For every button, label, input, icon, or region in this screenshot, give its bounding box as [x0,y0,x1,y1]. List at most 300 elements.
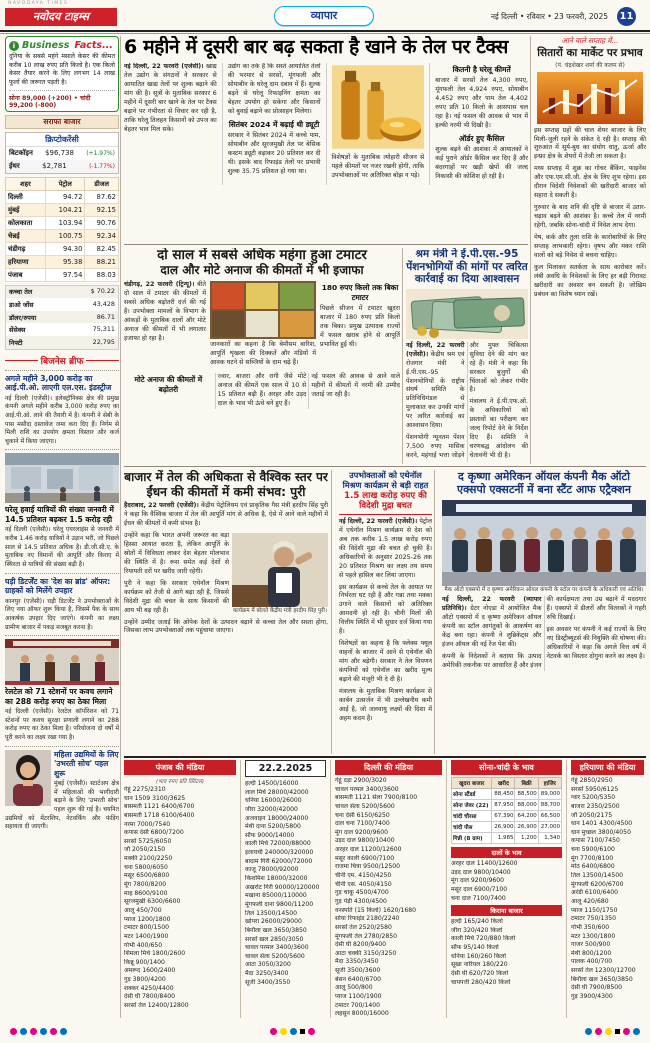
mandi-rate-line: काजू 78000/92000 [245,866,299,874]
mandi-rate-line: तिल 13500/14500 [245,909,297,917]
paragraph: बाजार में सरसों तेल 4,300 रुपए, मूंगफली तेल 4,924 रुपए, सोयाबीन 4,452 रुपए और पाम तेल 4,402 रुपए प्रति 10 किलो के आसपास चल रहा है। नई फसल की आवक से भाव में हल्की नरमी भी दिखी है। [435,77,528,129]
mandi-rate-line: पालक 400/700 [571,958,613,966]
paragraph: उन्होंने उम्मीद जताई कि ओपेक देशों के उत्पादन बढ़ाने से कच्चा तेल और सस्ता होगा, जिसका लाभ उपभोक्ताओं तक पहुंचाया जाएगा। [124,618,328,635]
table-cell: सोना स्टैंडर्ड [452,789,492,800]
business-facts-title-1: Business [22,40,70,51]
mandi-rate-line: मसूर दाल 6900/7100 [451,885,508,893]
mandi-rate-line: किशमिश 18000/32000 [245,875,308,883]
mandi-rate-line: देसी घी 7800/8400 [124,993,176,1001]
table-cell: 1,200 [515,833,538,844]
article-columns [124,281,400,371]
header-rule [0,30,650,32]
punjab-rate-list [124,786,236,1011]
paper-masthead: नवोदय टाइम्स [5,8,117,26]
mandi-rate-line: मूंगफली 6200/6700 [571,880,624,888]
event-launch-photo [5,639,119,685]
mandi-rate-line: शक्कर 4250/4400 [124,984,174,992]
ticker-row [6,298,118,311]
paragraph: इस सप्ताह ग्रहों की चाल शेयर बाजार के लिए मिली-जुली रहने के संकेत दे रही है। सप्ताह की शुरुआत में सूर्य-बुध का संयोग धातु, ऊर्जा और इन्फ्रा क्षेत्र के शेयरों में तेजी ला सकता है। [534,126,646,161]
brief-headline: महिला उद्यमियों के लिए 'उभरती सोच' पहल शुरू [54,749,119,778]
brief-item-5 [5,746,119,832]
registration-dot [10,1028,17,1035]
mandi-rate-line: टमाटर 800/1500 [124,924,169,932]
table-row [6,203,119,216]
mandi-rate-line: धान 1509 3100/3625 [124,794,186,802]
table-row [452,833,562,844]
paragraph: इस अवसर पर कंपनी ने कई राज्यों के लिए नए डिस्ट्रीब्यूटर्स की नियुक्ति की घोषणा की। अधिकारियों ने कहा कि अगले वित्त वर्ष में नेटवर्क का विस्तार दोगुना करने का लक्ष्य है। [546,625,646,660]
mandi-rate-line: चावल परमल 3400/3600 [335,785,399,793]
paragraph: शुल्क बढ़ने की आशंका में आयातकों ने कई पुराने ऑर्डर कैंसिल कर दिए हैं और बंदरगाहों पर खड़ी खेपों की जल्द निकासी की कोशिश हो रही है। [435,145,528,180]
mandi-rate-line: गुड़ 3800/4200 [124,976,166,984]
market-chart-graphic [534,72,646,124]
mandi-rate-line: सरसों तेल 12400/12800 [124,1002,189,1010]
table-row [452,800,562,811]
mandi-rate-line: सूखा नारियल 180/220 [451,961,508,969]
kicker-red: 1.5 लाख करोड़ रुपए की विदेशी मुद्रा बचत [339,491,432,515]
table-cell: दिल्ली [6,190,46,203]
article-bottom-columns [124,373,400,409]
mandi-rate-line: किन्नू 900/1400 [124,958,165,966]
mandi-rate-line: हल्दी 14500/16000 [245,780,299,787]
crypto-box [5,132,119,174]
mandi-rate-line: मूंग दाल 9200/9600 [451,877,504,885]
gold-silver-header: सोना-चांदी के भाव [451,760,562,775]
table-cell: 104.21 [46,203,85,216]
paragraph-text: पेट्रोल में एथेनॉल मिश्रण कार्यक्रम से देश को अब तक करीब 1.5 लाख करोड़ रुपए की विदेशी मुद्रा की बचत हो चुकी है। अधिकारियों के अनुसार 2025-26 तक 20 प्रतिशत मिश्रण का लक्ष्य तय समय से पहले हासिल कर लिया जाएगा। [339,517,432,579]
label: डॉलर/रुपया [9,313,37,322]
column [124,281,206,371]
fuel-price-table [5,177,119,282]
print-registration-marks-right [585,1024,640,1038]
kirana-rate-list [451,918,562,987]
crosshead: मोटे अनाज की कीमतों में बढ़ोतरी [134,375,203,395]
registration-dot [280,1028,287,1035]
mandi-rate-line: नरमा 7000/7540 [124,820,171,828]
gold-table-header-row [452,778,562,789]
paragraph: मंत्रालय ने ई.पी.एफ.ओ. के अधिकारियों को प्रस्तावों का परीक्षण कर जल्द रिपोर्ट देने के निर्देश दिए हैं। समिति ने चरणबद्ध आंदोलन की चेतावनी भी दी है। [469,398,528,460]
table-cell: 90.76 [85,216,119,229]
paragraph [442,596,542,650]
punjab-mandi-header: पंजाब की मंडिया [124,760,236,775]
paragraph [124,281,206,344]
gold-th: हाजिर [538,778,561,789]
article-ethanol-savings [335,470,432,754]
fuel-petrol-header: पेट्रोल [46,177,85,190]
mandi-rate-line: बासमती 1718 6100/6400 [124,811,195,819]
mandi-rate-line: खोपरा 26000/29000 [245,918,302,926]
mandi-rate-line: गुड़ चाकू 4500/4700 [335,889,389,897]
rates-unit-note: (भाव रुपए प्रति क्विंटल) [155,779,205,785]
mandi-rate-line: आटा 3050/3200 [245,961,291,969]
mandi-rate-line: आलू 450/700 [124,906,162,914]
article-headline: बाजार में तेल की अधिकता से वैश्विक स्तर पर ईंधन की कीमतों में कमी संभव: पुरी [124,470,328,499]
astro-byline: (पं. चंद्रशेखर शर्मा की कलम से) [555,61,625,69]
mandi-rate-line: शिमला मिर्च 1800/2600 [124,950,186,958]
bullion-ticker-line: सोना 89,000 (+200) • चांदी 99,200 (-800) [9,90,115,109]
divider [402,248,403,464]
mandi-rate-line: मूंगफली दाना 9800/11200 [245,900,314,908]
mandi-rate-line: धनिया 16000/26000 [245,797,302,805]
gold-silver-column [446,760,562,1018]
column [222,63,321,184]
mandi-rate-line: काली मिर्च 720/880 किलो [451,935,516,943]
mandi-rate-line: बाजरा 2350/2500 [571,802,620,810]
article-columns [406,342,528,463]
mandi-rate-line: बादाम गिरी 62000/72000 [245,857,313,865]
bullion-market-strip: सराफा बाजार [5,115,119,129]
paragraph: इस कार्यक्रम से कच्चे तेल के आयात पर निर्भरता घट रही है और गन्ना तथा मक्का उगाने वाले किसानों को अतिरिक्त आमदनी हो रही है। चीनी मिलों की वित्तीय स्थिति में भी सुधार दर्ज किया गया है। [339,583,432,636]
article-headline: द कृष्णा अमेरिकन ऑयल कंपनी मैक ऑटो एक्सपो एक्सटर्नी में बना स्टैंट आफ एट्रैक्शन [457,470,631,497]
gold-th: खुदरा बाजार [452,778,492,789]
mandi-rate-line: मेथी 800/1200 [571,949,612,957]
table-cell: 67,390 [492,811,515,822]
registration-dot [50,1028,57,1035]
mandi-rate-line: अमरूद 1600/2400 [124,967,176,975]
paragraph: पुरी ने कहा कि सरकार एथेनॉल मिश्रण कार्यक्रम को तेजी से आगे बढ़ा रही है, जिससे विदेशी मुद्रा की बचत के साथ किसानों की आय भी बढ़ रही है। [124,579,229,614]
print-registration-marks-center [270,1024,315,1038]
paragraph: विशेषज्ञों का कहना है कि फ्लेक्स फ्यूल वाहनों के बाजार में आने से एथेनॉल की मांग और बढ़ेगी। सरकार ने तेल विपणन कंपनियों को एथेनॉल का खरीद मूल्य बढ़ाने की मंजूरी भी दे दी है। [339,640,432,683]
crypto-name: बिटकॉइन [9,148,33,157]
article-oil-tax [124,36,528,242]
brief-body: नई दिल्ली (एजेंसी)। घरेलू एयरलाइंस से जनवरी में करीब 1.46 करोड़ यात्रियों ने उड़ान भरी, जो पिछले साल से 14.5 प्रतिशत अधिक है। डी.जी.सी.ए. के मुताबिक नए विमानों की आपूर्ति और किराए में स्थिरता से यात्रियों की संख्या बढ़ी है। [5,526,119,568]
mandi-rate-line: काली मिर्च 72000/88000 [245,840,311,848]
mandi-rate-line: लाल मिर्च 28000/42000 [245,788,309,796]
mandi-rate-line: सूजी 3400/3550 [245,978,291,986]
mandi-rate-line: मैदा 3250/3400 [245,970,289,978]
paragraph [124,502,328,529]
value: 22,795 [92,337,115,346]
paragraph: कंपनी के निदेशकों ने बताया कि उत्पाद अमेरिकी तकनीक पर आधारित हैं और इंजन की कार्यक्षमता तथा उम्र बढ़ाने में मददगार हैं। एक्सपो में डीलरों और वितरकों ने गहरी रुचि दिखाई। [442,596,646,669]
mandi-rate-line: जीरा 32000/42000 [245,805,298,813]
mandi-rate-line: उड़द दाल 9800/10400 [335,837,395,845]
byline: नई दिल्ली, 22 फरवरी (एजेंसी)। [406,341,465,358]
mandi-rate-line: मसूर काली 6900/7100 [335,854,395,862]
mandi-rate-line: चायपत्ती 280/420 किलो [451,978,511,986]
mandi-rate-line: धनिया 160/260 किलो [451,952,506,960]
table-cell: 26,900 [515,822,538,833]
paragraph-text: केंद्रीय श्रम एवं रोजगार मंत्री ने ई.पी.एस.-95 पेंशनभोगियों के राष्ट्रीय संघर्ष समिति के प्रतिनिधिमंडल से मुलाकात कर उनकी मांगों पर त्वरित कार्रवाई का आश्वासन दिया। [406,350,465,430]
crosshead: सितंबर 2024 में बढ़ाई थी ड्यूटी [228,119,320,129]
mandi-rate-line: कपास 7100/7450 [571,837,620,845]
registration-dot [60,1028,67,1035]
mandi-rate-line: टमाटर 700/1400 [335,1001,380,1009]
mandi-rate-line: चना 5800/6050 [124,863,168,871]
table-cell: गिन्नी (8 ग्राम) [452,833,492,844]
paragraph: मंत्रालय के मुताबिक मिश्रण कार्यक्रम से कार्बन उत्सर्जन में भी उल्लेखनीय कमी आई है, जो जलवायु लक्ष्यों की दिशा में अहम कदम है। [339,687,432,722]
paragraph: सरकार ने सितंबर 2024 में कच्चे पाम, सोयाबीन और सूरजमुखी तेल पर बेसिक कस्टम ड्यूटी बढ़ाकर 20 प्रतिशत कर दी थी। इसके बाद रिफाइंड तेलों पर प्रभावी शुल्क 35.75 प्रतिशत हो गया था। [227,131,321,175]
mandi-rate-line: सोया रिफाइंड 2180/2240 [335,915,400,923]
table-cell: 89,000 [538,789,561,800]
mandi-rate-line: गेहूं 2850/2950 [571,777,613,784]
table-cell: 88.21 [85,255,119,268]
table-cell: 66,500 [538,811,561,822]
gold-th: खरीद [492,778,515,789]
value: $ 70.22 [90,287,115,296]
registration-dot [633,1028,640,1035]
registration-dot [30,1028,37,1035]
mandi-rate-line: माह 8600/9100 [124,889,168,897]
table-cell: 64,200 [515,811,538,822]
mandi-rate-line: चावल सेला 5200/5600 [335,802,395,810]
table-cell: पंजाब [6,268,46,281]
woman-entrepreneur-photo [5,750,51,806]
mandi-rate-line: मूंग दाल 9200/9600 [335,828,388,836]
brief-headline: घरेलू हवाई यात्रियों की संख्या जनवरी में 14.5 प्रतिशत बढ़कर 1.5 करोड़ रही [5,505,114,524]
mandi-rate-line: हल्दी 165/240 किलो [451,918,503,926]
byline: नई दिल्ली, 22 फरवरी (व्यापार प्रतिनिधि)। [442,596,542,613]
astrology-market-column [534,36,646,464]
mandi-rate-line: राजमा चित्रा 9500/12500 [335,863,401,871]
mandi-rate-line: चना देसी 6150/6250 [335,811,390,819]
registration-dot [308,1028,315,1035]
table-cell: 88,500 [515,789,538,800]
mandi-rate-line: मूंग 7700/8100 [571,854,614,862]
column [210,281,316,371]
pulses-grains-photo [210,281,316,339]
dal-rate-list [451,860,562,903]
photo-caption: कार्यक्रम में बोलते केंद्रीय मंत्री हरदीप सिंह पुरी। [233,608,327,615]
dal-rates-header: दालों के भाव [451,847,562,858]
hardeep-puri-photo [232,533,328,607]
mandi-rate-line: मूंग 7800/8200 [124,881,167,889]
market-ticker-box [5,285,119,350]
ticker-row [6,286,118,299]
paragraph [339,518,432,581]
mandi-rate-line: गोभी 350/600 [571,923,610,931]
mandi-rate-line: मसूर 6500/6800 [124,872,170,880]
mandi-rate-line: प्याज 1200/1800 [124,915,171,923]
mandi-rate-line: आलू 420/680 [571,897,609,905]
brief-body: मुंबई (एजेंसी)। स्टार्टअप क्षेत्र में महिलाओं की भागीदारी बढ़ाने के लिए 'उभरती सोच' पहल शुरू की गई है। चयनित उद्यमियों को मेंटरशिप, नेटवर्किंग और फंडिंग सहायता दी जाएगी। [5,780,119,831]
mandi-rate-line: सरसों 5950/6125 [571,785,619,793]
business-facts-box [5,36,119,112]
lead-headline: 6 महीने में दूसरी बार बढ़ सकता है खाने के तेल पर टैक्स [124,36,509,58]
table-cell: हरियाणा [6,255,46,268]
divider [331,470,332,754]
brief-body: नई दिल्ली (एजेंसी)। इलेक्ट्रॉनिक्स क्षेत्र की प्रमुख कंपनी अगले महीने करीब 3,000 करोड़ रुपए का आई.पी.ओ. लाने की तैयारी में है। कंपनी ने सेबी के पास मसौदा दस्तावेज जमा करा दिए हैं। निर्गम से मिली राशि का उपयोग क्षमता विस्तार और कर्ज चुकाने में किया जाएगा। [5,394,119,445]
crypto-change-down: (-1.77%) [89,162,115,170]
mandi-rate-line: इलायची 240000/320000 [245,849,314,857]
label: डाओ जोंस [9,301,34,310]
table-cell: सोना जेवर (22) [452,800,492,811]
punjab-mandi-column [124,760,236,1018]
mandi-rate-line: सरसों तेल 2520/2580 [335,923,392,931]
mandi-rate-line: गुड़ 3900/4300 [571,993,613,1001]
paragraph-text: ग्रेटर नोएडा में आयोजित मैक ऑटो एक्सपो में द कृष्णा अमेरिकन ऑयल कंपनी का स्टॉल आगंतुकों के आकर्षण का केंद्र बना रहा। कंपनी ने लुब्रिकेंट्स और इंजन ऑयल की नई रेंज पेश की। [442,605,542,648]
table-row [6,268,119,281]
article-columns [442,596,646,671]
registration-dot [615,1029,620,1034]
article-headline-line2: दाल और मोटे अनाज की कीमतों में भी इजाफा [160,262,364,277]
dateline: नई दिल्ली • रविवार • 23 फरवरी, 2025 [490,12,608,21]
haryana-mandi-header: हरियाणा की मंडिया [571,760,644,775]
mandi-rate-line: लहसुन 8000/16000 [335,1010,389,1018]
mandi-rate-line: बेसन 6400/6700 [335,975,381,983]
fuel-city-header: शहर [6,177,46,190]
paragraph-text: बीते दो साल में टमाटर की कीमतों में सबसे अधिक बढ़ोतरी दर्ज की गई है। उपभोक्ता मामलों के विभाग के आंकड़ों के मुताबिक दालों और मोटे अनाज की कीमतों में भी लगातार इजाफा हो रहा है। [124,281,206,342]
business-facts-title-2: Facts... [74,40,113,51]
label: कच्चा तेल [9,288,33,297]
gold-silver-table [451,777,562,844]
brief-headline: घड़ी डिटर्जेंट का 'देश का ब्रांड' ऑफर: ग्राहकों को मिलेंगे उपहार [5,576,111,596]
table-cell: चांदी पीस [452,822,492,833]
table-cell: 88.03 [85,268,119,281]
table-cell: 26,900 [492,822,515,833]
paragraph: मेष, कर्क और तुला राशि के कारोबारियों के लिए सप्ताह लाभकारी रहेगा। वृषभ और मकर राशि वालों को बड़े निवेश से बचना चाहिए। [534,233,646,259]
mandi-rate-line: चना दाल 7100/7400 [451,894,506,902]
delhi-mandi-header: दिल्ली की मंडिया [335,760,442,775]
column [320,281,400,371]
crosshead: 180 रुपए किलो तक बिका टमाटर [321,283,399,303]
article-body [124,502,328,636]
table-row [6,242,119,255]
brief-item-4 [5,635,119,743]
mandi-rate-line: प्याज 1150/1750 [571,906,618,914]
punjab-mandi-column-2 [240,760,326,1018]
table-cell: 87,950 [492,800,515,811]
value: 86.71 [96,312,115,321]
divider [120,36,121,1018]
lead-article-columns [124,63,528,184]
mandi-rate-line: मेथी दाना 5200/5800 [245,823,301,831]
mandi-rate-line: बिनौला खल 3650/3850 [571,975,633,983]
crosshead: कितनी है घरेलू कीमतें [452,65,511,75]
registration-dot [605,1028,612,1035]
mandi-rate-line: आलू 500/800 [335,984,373,992]
mandi-rate-line: जीरा 320/420 किलो [451,926,503,934]
mandi-rate-line: मैदा 3350/3450 [335,958,379,966]
mandi-rates-band [124,760,646,1018]
table-cell: 82.45 [85,242,119,255]
delhi-rate-list [335,777,442,1018]
table-cell: 92.15 [85,203,119,216]
mandi-rate-line: चीनी एम. 4150/4250 [335,872,392,880]
paragraph: गुरुवार के बाद शनि की दृष्टि से बाजार में उतार-चढ़ाव बढ़ने की आशंका है। कच्चे तेल में नरमी रहेगी, जबकि सोना-चांदी में निवेश लाभ देगा। [534,204,646,229]
mandi-rate-line: टमाटर 750/1350 [571,915,616,923]
paragraph: उद्योग का तर्क है कि सस्ते आयातित तेलों की भरमार से सरसों, मूंगफली और सोयाबीन के घरेलू दाम दबाव में हैं। शुल्क बढ़ने से घरेलू रिफाइनिंग क्षमता का बेहतर उपयोग हो सकेगा और किसानों को बुवाई बढ़ाने का प्रोत्साहन मिलेगा। [227,63,321,115]
table-cell: मुंबई [6,203,46,216]
table-row [6,190,119,203]
mandi-rate-line: देसी घी 620/720 किलो [451,970,509,978]
mandi-rate-line: दाल चना 7100/7400 [335,820,390,828]
mandi-rate-line: देसी घी 7900/8500 [571,984,623,992]
mandi-rate-line: गेहूं दड़ा 2900/3020 [335,777,387,784]
section-badge: व्यापार [274,6,374,26]
registration-dot [300,1029,305,1034]
paragraph: विशेषज्ञों के मुताबिक त्योहारी सीजन से पहले कीमतों पर नजर रखनी होगी, ताकि उपभोक्ताओं पर अतिरिक्त बोझ न पड़े। [331,154,425,180]
astro-kicker: आने वाले सप्ताह में... [561,36,619,45]
mandi-rate-line: सरसों तेल 12300/12700 [571,967,636,975]
kirana-rates-header: किराना बाजार [451,905,562,916]
mandi-rate-line: बासमती 1121 सेला 7900/8100 [335,794,418,802]
mandi-rate-line: गुड़ पेड़ी 4300/4500 [335,897,387,905]
paper-top-label: NAVODAYA TIMES [8,1,69,6]
page-number: 11 [617,7,636,26]
punjab-rate-list-2 [245,780,326,987]
column [429,63,528,184]
paragraph: मध्य सप्ताह में शुक्र का गोचर बैंकिंग, फाइनेंस और एफ.एम.सी.जी. क्षेत्र के लिए शुभ रहेगा। इस दौरान विदेशी निवेशकों की खरीदारी बाजार को सहारा दे सकती है। [534,165,646,200]
mandi-rate-line: मटर 1300/1800 [571,932,616,940]
mandi-rate-line: मखाना 85000/110000 [245,892,307,900]
divider [124,466,646,467]
mandi-rate-line: अखरोट गिरी 90000/120000 [245,883,320,891]
mandi-rate-line: बिनौला खल 3650/3850 [245,926,307,934]
table-cell: 88,700 [538,800,561,811]
table-cell: चेन्नई [6,229,46,242]
byline: हैदराबाद, 22 फरवरी (एजेंसी)। [124,502,199,510]
registration-dot [585,1028,592,1035]
brief-item-3 [5,573,119,633]
brief-body: नई दिल्ली (एजेंसी)। रेलटेल कॉर्पोरेशन को 71 स्टेशनों पर कवच सुरक्षा प्रणाली लगाने का 288 करोड़ रुपए का ठेका मिला है। परियोजना दो वर्षों में पूरी करने का लक्ष्य रखा गया है। [5,708,119,742]
fuel-diesel-header: डीजल [85,177,119,190]
table-row [452,789,562,800]
mandi-rate-line: सौंफ 9000/14000 [245,831,295,839]
byline: चंडीगढ़, 22 फरवरी (ट्रिन्यू)। [124,281,195,289]
table-row [6,229,119,242]
business-brief-header: बिजनेस ब्रीफ [5,354,119,367]
ticker-row [6,323,118,336]
paragraph: नई फसल की आवक से आने वाले महीनों में कीमतों में नरमी की उम्मीद जताई जा रही है। [311,373,400,398]
divider [434,470,435,754]
paragraph: पेंशनभोगी न्यूनतम पेंशन 7,500 रुपए मासिक करने, महंगाई भत्ता जोड़ने और मुफ्त चिकित्सा सुविधा देने की मांग कर रहे हैं। मंत्री ने कहा कि सरकार बुजुर्गों की चिंताओं को लेकर गंभीर है। [406,341,528,460]
table-cell: 27,000 [538,822,561,833]
haryana-rate-list [571,777,644,1002]
print-registration-marks-left [10,1024,67,1038]
table-cell: 1,985 [492,833,515,844]
left-sidebar-column [5,36,119,1018]
mandi-rate-line: उड़द दाल 9800/10400 [451,868,511,876]
paragraph: ज्वार, बाजरा और रागी जैसे मोटे अनाज की कीमतें एक साल में 10 से 15 प्रतिशत बढ़ी हैं। अरहर और उड़द दाल के भाव भी ऊंचे बने हुए हैं। [217,373,307,407]
article-krishna-oil-expo [438,470,646,754]
crypto-row-bitcoin [6,147,118,160]
table-cell: 95.38 [46,255,85,268]
table-row [6,255,119,268]
mandi-rate-line: तिल 13500/14500 [571,872,623,880]
registration-dot [290,1028,297,1035]
mandi-rate-line: बासमती 1121 6400/6700 [124,803,195,811]
mandi-rate-line: गाजर 500/900 [571,941,611,949]
astro-title: सितारों का मार्केट पर प्रभाव [537,47,643,59]
table-row [452,811,562,822]
article-eps95-pension [406,248,528,464]
registration-dot [595,1028,602,1035]
byline: नई दिल्ली, 22 फरवरी (एजेंसी)। [339,517,418,525]
article-tomato-prices [124,248,400,464]
paragraph [124,63,217,135]
value: 75,311 [92,325,115,334]
column [124,63,217,184]
byline: नई दिल्ली, 22 फरवरी (एजेंसी)। [124,63,204,71]
paragraph-text: खाद्य तेल उद्योग के संगठनों ने सरकार से आयातित खाद्य तेलों पर शुल्क बढ़ाने की मांग की है। सूत्रों के मुताबिक सरकार 6 महीने में दूसरी बार खाने के तेल पर टैक्स बढ़ाने पर गंभीरता से विचार कर रही है, ताकि घरेलू तिलहन किसानों को उपज का बेहतर भाव मिल सके। [124,63,217,133]
crypto-value: $96,738 [45,149,75,158]
table-cell: 88,450 [492,789,515,800]
mandi-rate-line: कपास देसी 6800/7200 [124,829,184,837]
mandi-rate-line: देसी घी 8200/9400 [335,941,387,949]
registration-dot [270,1028,277,1035]
paragraph: जानकारों का कहना है कि बेमौसम बारिश, आपूर्ति शृंखला की दिक्कतें और मंडियों में आवक घटने से सब्जियों के दाम चढ़े हैं। [210,341,316,367]
currency-notes-photo [406,289,528,339]
business-facts-body: दुनिया के सबसे महंगे मसाले केसर की कीमत करीब 10 लाख रुपए प्रति किलो है। एक किलो केसर तैयार करने के लिए लगभग 14 लाख फूलों की जरूरत पड़ती है। [9,53,115,87]
table-cell: 94.30 [46,242,85,255]
table-cell: चंडीगढ़ [6,242,46,255]
mandi-rate-line: सौंफ 95/140 किलो [451,944,499,952]
paragraph-text: केंद्रीय पेट्रोलियम एवं प्राकृतिक गैस मंत्री हरदीप सिंह पुरी ने कहा कि वैश्विक बाजार में तेल की आपूर्ति मांग से अधिक है, ऐसे में आने वाले महीनों में ईंधन की कीमतों में कमी संभव है। [124,502,328,528]
table-cell: 97.54 [46,268,85,281]
registration-dot [623,1028,630,1035]
mandi-rate-line: चावल परमल 3400/3600 [245,944,309,952]
business-facts-header [9,40,115,51]
table-cell: 94.72 [46,190,85,203]
